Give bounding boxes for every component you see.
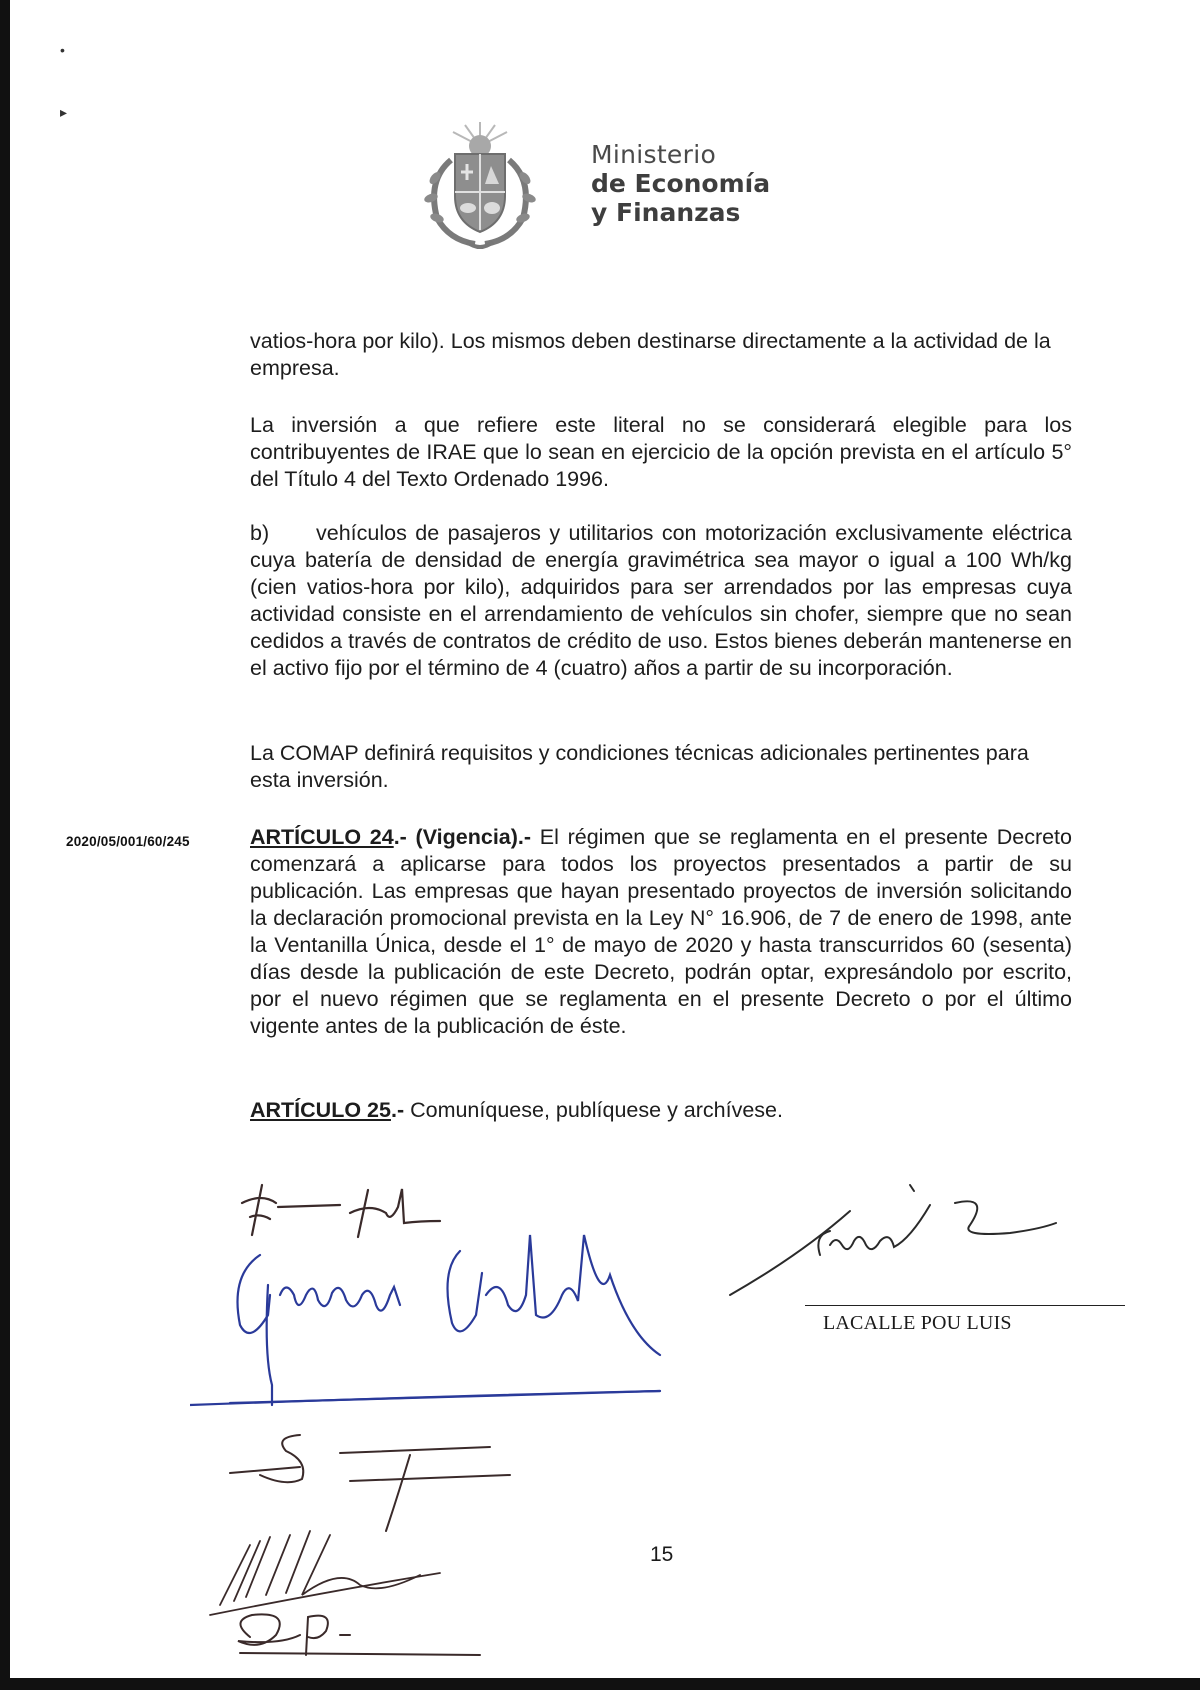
scan-left-edge: [0, 0, 10, 1690]
page-number: 15: [650, 1543, 674, 1566]
brand-line-economia: de Economía: [591, 169, 771, 198]
paragraph-text: vatios-hora por kilo). Los mismos deben destinarse directamente a la actividad de la empresa.: [250, 329, 1051, 380]
signature-minister-5: [238, 1614, 480, 1655]
literal-label: b): [250, 521, 270, 545]
article-25-title: ARTÍCULO 25: [250, 1098, 391, 1122]
paragraph-irae: [250, 412, 1072, 493]
scan-speck: •: [60, 42, 65, 58]
paragraph-text: La inversión a que refiere este literal no se considerará elegible para los contribuyentes de IRAE que lo sean en ejercicio de la opción prevista en el artículo 5° del Título 4 del Texto Ordenado 1996.: [250, 413, 1072, 491]
brand-line-finanzas: y Finanzas: [591, 198, 741, 227]
ministry-name: [591, 140, 770, 227]
signature-minister-2: [190, 1235, 660, 1405]
president-name: LACALLE POU LUIS: [823, 1312, 1012, 1334]
article-24-subtitle: .- (Vigencia).-: [393, 825, 532, 849]
paragraph-continuation: [250, 328, 1072, 382]
signature-minister-1: [242, 1185, 440, 1237]
article-24: [250, 824, 1072, 1040]
signature-minister-4: [210, 1531, 440, 1615]
article-25: [250, 1097, 1072, 1124]
margin-reference-code: 2020/05/001/60/245: [66, 834, 190, 849]
scan-bottom-edge: [0, 1678, 1200, 1690]
paragraph-comap: [250, 740, 1072, 794]
article-24-text: El régimen que se reglamenta en el presente Decreto comenzará a aplicarse para todos los proyectos presentados a partir de su publicación. Las empresas que hayan presentado proyectos de inversión solicitando la declaración promocional prevista en la Ley N° 16.906, de 7 de enero de 1998, ante la Ventanilla Única, desde el 1° de mayo de 2020 y hasta transcurridos 60 (sesenta) días desde la publicación de este Decreto, podrán optar, expresándolo por escrito, por el nuevo régimen que se reglamenta en el presente Decreto o por el último vigente antes de la publicación de éste.: [250, 825, 1072, 1038]
paragraph-literal-b: [250, 520, 1072, 682]
paragraph-text: La COMAP definirá requisitos y condiciones técnicas adicionales pertinentes para esta inversión.: [250, 741, 1029, 792]
uruguay-coat-of-arms-icon: [415, 118, 545, 258]
president-signature-line: [805, 1305, 1125, 1306]
signatures-area: [190, 1175, 1140, 1675]
article-24-title: ARTÍCULO 24: [250, 825, 394, 849]
signature-minister-3: [230, 1435, 510, 1531]
article-25-dash: .-: [390, 1098, 405, 1122]
letterhead: [415, 118, 795, 258]
signature-president: [730, 1185, 1056, 1295]
paragraph-text: vehículos de pasajeros y utilitarios con motorización exclusivamente eléctrica cuya batería de densidad de energía gravimétrica sea mayor o igual a 100 Wh/kg (cien vatios-hora por kilo), adquiridos para ser arrendados por las empresas cuya actividad consiste en el arrendamiento de vehículos sin chofer, siempre que no sean cedidos a través de contratos de crédito de uso. Estos bienes deberán mantenerse en el activo fijo por el término de 4 (cuatro) años a partir de su incorporación.: [250, 521, 1072, 680]
scan-speck: ▸: [60, 104, 68, 120]
article-25-text: Comuníquese, publíquese y archívese.: [404, 1098, 783, 1122]
brand-line-ministerio: Ministerio: [591, 140, 717, 169]
